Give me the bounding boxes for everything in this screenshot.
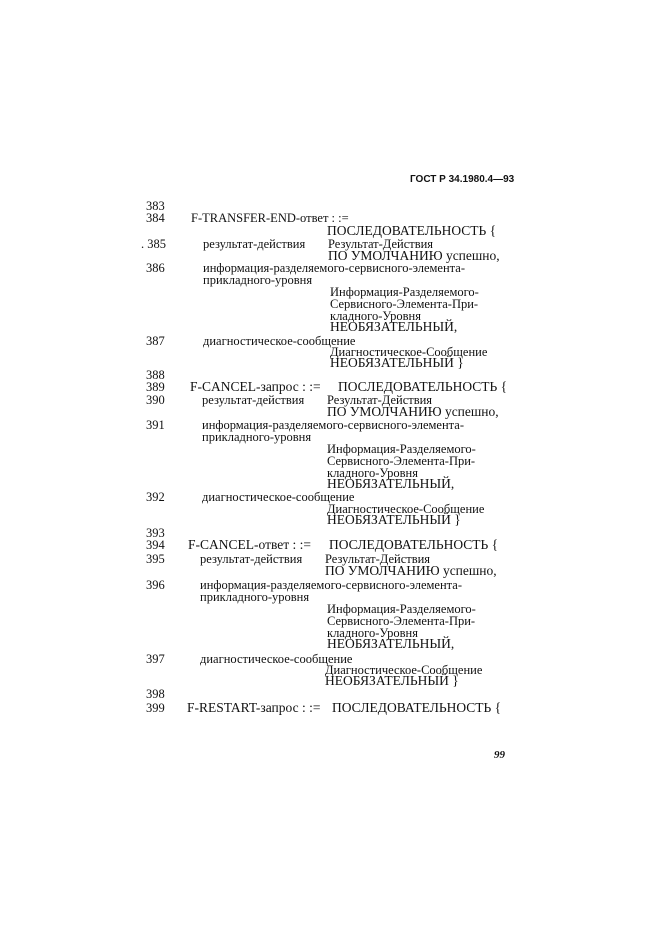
field-name-cont: прикладного-уровня: [203, 273, 313, 287]
optional-keyword: НЕОБЯЗАТЕЛЬНЫЙ,: [327, 636, 455, 651]
field-name-cont: прикладного-уровня: [200, 590, 310, 604]
field-type: кладного-Уровня: [327, 466, 418, 480]
field-type: Информация-Разделяемого-: [330, 285, 479, 299]
field-name: диагностическое-сообщение: [202, 490, 355, 504]
optional-keyword: НЕОБЯЗАТЕЛЬНЫЙ,: [327, 476, 455, 491]
default-value: ПО УМОЛЧАНИЮ успешно,: [325, 563, 497, 578]
sequence-keyword: ПОСЛЕДОВАТЕЛЬНОСТЬ {: [332, 700, 502, 715]
optional-keyword: НЕОБЯЗАТЕЛЬНЫЙ }: [327, 512, 461, 527]
type-definition: F-CANCEL-запрос : :=: [190, 379, 321, 394]
line-number: 387: [146, 334, 165, 348]
field-type: Информация-Разделяемого-: [327, 442, 476, 456]
line-number: 392: [146, 490, 165, 504]
field-type: Сервисного-Элемента-При-: [327, 614, 476, 628]
field-type: Диагностическое-Сообщение: [330, 345, 488, 359]
line-number: 396: [146, 578, 165, 592]
field-type: Сервисного-Элемента-При-: [327, 454, 476, 468]
sequence-keyword: ПОСЛЕДОВАТЕЛЬНОСТЬ {: [327, 223, 497, 238]
field-name: результат-действия: [200, 552, 303, 566]
type-definition: F-TRANSFER-END-ответ : :=: [191, 211, 349, 225]
field-name: информация-разделяемого-сервисного-элемента-: [200, 578, 462, 592]
line-number: . 385: [141, 237, 166, 251]
field-type: кладного-Уровня: [330, 309, 421, 323]
field-type: Результат-Действия: [327, 393, 433, 407]
field-name: диагностическое-сообщение: [203, 334, 356, 348]
field-type: Результат-Действия: [328, 237, 434, 251]
line-number: 395: [146, 552, 165, 566]
line-number: 399: [146, 701, 165, 715]
type-definition: F-CANCEL-ответ : :=: [188, 537, 312, 552]
line-number: 384: [146, 211, 165, 225]
field-type: Диагностическое-Сообщение: [327, 502, 485, 516]
line-number: 388: [146, 368, 165, 382]
field-name: информация-разделяемого-сервисного-элемента-: [202, 418, 464, 432]
sequence-keyword: ПОСЛЕДОВАТЕЛЬНОСТЬ {: [338, 379, 508, 394]
field-type: Диагностическое-Сообщение: [325, 663, 483, 677]
page-number: 99: [494, 749, 505, 761]
field-name: информация-разделяемого-сервисного-элемента-: [203, 261, 465, 275]
default-value: ПО УМОЛЧАНИЮ успешно,: [328, 248, 500, 263]
line-number: 394: [146, 538, 165, 552]
line-number: 393: [146, 526, 165, 540]
field-name-cont: прикладного-уровня: [202, 430, 312, 444]
optional-keyword: НЕОБЯЗАТЕЛЬНЫЙ }: [330, 355, 464, 370]
field-name: результат-действия: [203, 237, 306, 251]
field-name: результат-действия: [202, 393, 305, 407]
type-definition: F-RESTART-запрос : :=: [187, 700, 321, 715]
default-value: ПО УМОЛЧАНИЮ успешно,: [327, 404, 499, 419]
field-name: диагностическое-сообщение: [200, 652, 353, 666]
field-type: кладного-Уровня: [327, 626, 418, 640]
line-number: 383: [146, 199, 165, 213]
field-type: Сервисного-Элемента-При-: [330, 297, 479, 311]
line-number: 389: [146, 380, 165, 394]
standard-header: ГОСТ Р 34.1980.4—93: [410, 174, 515, 185]
line-number: 386: [146, 261, 165, 275]
optional-keyword: НЕОБЯЗАТЕЛЬНЫЙ,: [330, 319, 458, 334]
line-number: 390: [146, 393, 165, 407]
sequence-keyword: ПОСЛЕДОВАТЕЛЬНОСТЬ {: [329, 537, 499, 552]
field-type: Информация-Разделяемого-: [327, 602, 476, 616]
line-number: 397: [146, 652, 165, 666]
line-number: 398: [146, 687, 165, 701]
line-number: 391: [146, 418, 165, 432]
field-type: Результат-Действия: [325, 552, 431, 566]
optional-keyword: НЕОБЯЗАТЕЛЬНЫЙ }: [325, 673, 459, 688]
